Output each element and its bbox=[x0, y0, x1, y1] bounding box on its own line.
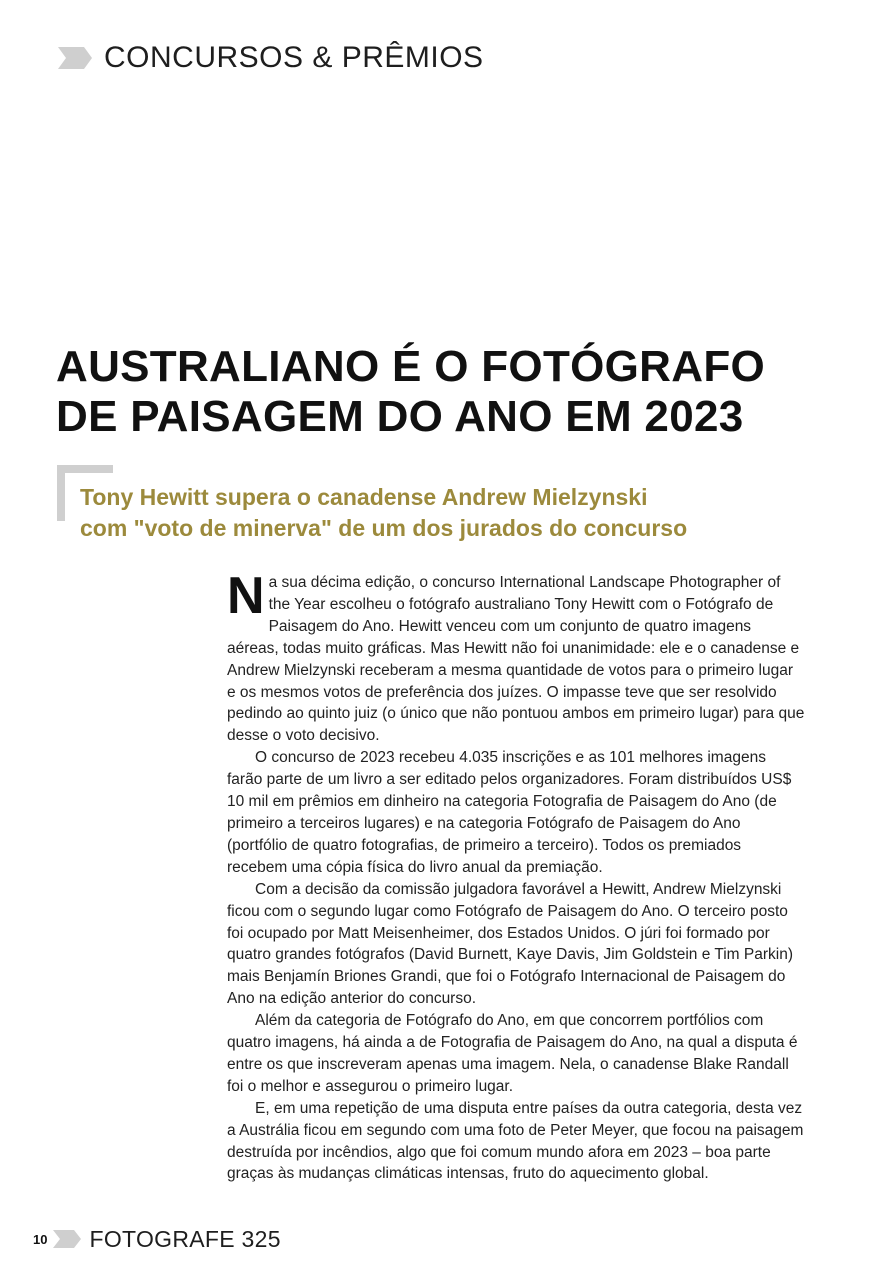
subtitle-line-2: com "voto de minerva" de um dos jurados do concurso bbox=[80, 515, 688, 541]
page-footer bbox=[33, 1226, 281, 1252]
chevron-arrow-icon bbox=[53, 1230, 81, 1248]
paragraph-1 bbox=[227, 567, 805, 747]
paragraph-3: Com a decisão da comissão julgadora favorável a Hewitt, Andrew Mielzynski ficou com o segundo lugar como Fotógrafo de Paisagem do Ano. O terceiro posto foi ocupado por Matt Meisenheimer, dos Estados Unidos. O júri foi formado por quatro grandes fotógrafos (David Burnett, Kaye Davis, Jim Goldstein e Tim Parkin) mais Benjamín Briones Grandi, que foi o Fotógrafo Internacional de Paisagem do Ano na edição anterior do concurso. bbox=[227, 880, 793, 1008]
paragraph-5: E, em uma repetição de uma disputa entre países da outra categoria, desta vez a Austrália ficou em segundo com uma foto de Peter Meyer, que focou na paisagem destruída por incêndios, algo que foi comum mundo afora em 2023 – boa parte graças às mudanças climáticas intensas, fruto do aquecimento global. bbox=[227, 1099, 804, 1183]
article-headline bbox=[56, 342, 856, 442]
paragraph-2: O concurso de 2023 recebeu 4.035 inscrições e as 101 melhores imagens farão parte de um livro a ser editado pelos organizadores. Foram distribuídos US$ 10 mil em prêmios em dinheiro na categoria Fotografia de Paisagem do Ano (de primeiro a terceiros lugares) e na categoria Fotógrafo de Paisagem do Ano (portfólio de quatro fotografias, de primeiro a terceiro). Todos os premiados recebem uma cópia física do livro anual da premiação. bbox=[227, 749, 792, 876]
paragraph-4: Além da categoria de Fotógrafo do Ano, em que concorrem portfólios com quatro imagens, há ainda a de Fotografia de Paisagem do Ano, na qual a disputa é entre os que inscreveram apenas uma imagem. Nela, o canadense Blake Randall foi o melhor e assegurou o primeiro lugar. bbox=[227, 1012, 798, 1095]
publication-name: FOTOGRAFE 325 bbox=[89, 1225, 281, 1252]
headline-line-2: DE PAISAGEM DO ANO EM 2023 bbox=[56, 392, 744, 441]
section-title: CONCURSOS & PRÊMIOS bbox=[104, 41, 484, 74]
paragraph-1-text: a sua décima edição, o concurso International Landscape Photographer of the Year escolheu o fotógrafo australiano Tony Hewitt com o Fotógrafo de Paisagem do Ano. Hewitt venceu com um conjunto de quatro imagens aéreas, todas muito gráficas. Mas Hewitt não foi unanimidade: ele e o canadense e Andrew Mielzynski receberam a mesma quantidade de votos para o primeiro lugar e os mesmos votos de preferência dos juízes. O impasse teve que ser resolvido pedindo ao quinto juiz (o único que não pontuou ambos em primeiro lugar) para que desse o voto decisivo. bbox=[227, 574, 805, 745]
section-header bbox=[58, 40, 484, 76]
subtitle-line-1: Tony Hewitt supera o canadense Andrew Mielzynski bbox=[80, 484, 648, 510]
drop-cap: N bbox=[227, 567, 265, 625]
chevron-arrow-icon bbox=[58, 47, 92, 69]
article-body bbox=[227, 567, 805, 1185]
article-subtitle bbox=[80, 482, 840, 544]
headline-line-1: AUSTRALIANO É O FOTÓGRAFO bbox=[56, 342, 766, 391]
page-number: 10 bbox=[33, 1231, 48, 1247]
